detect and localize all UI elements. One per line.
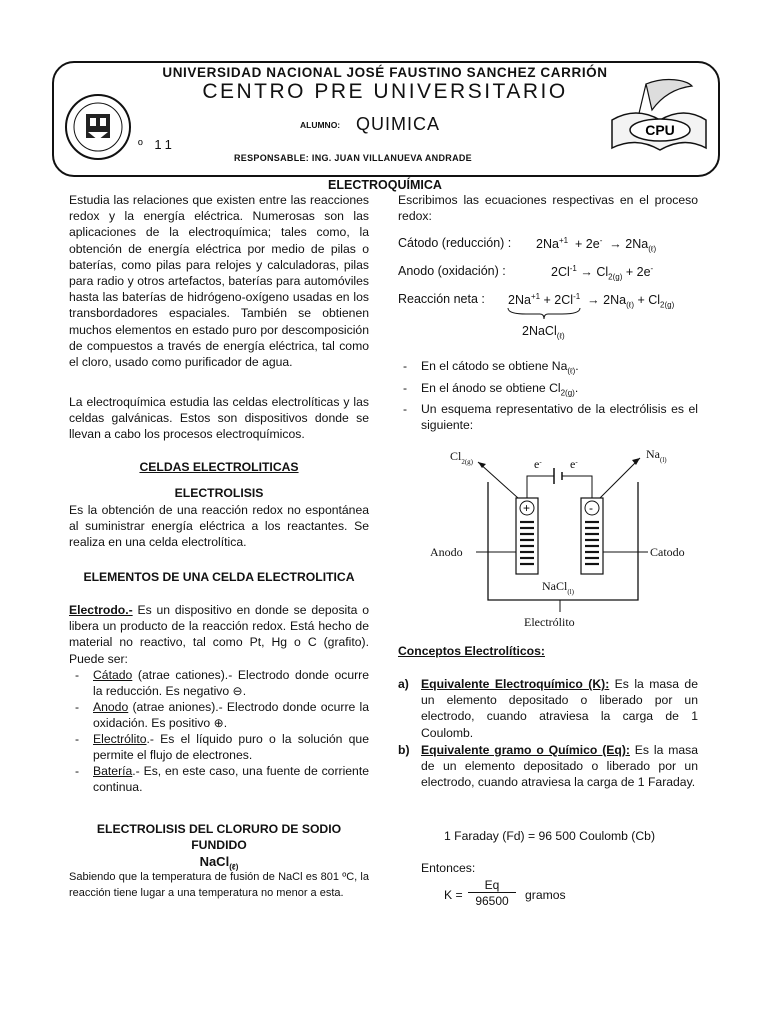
equations-intro: Escribimos las ecuaciones respectivas en el proceso redox: bbox=[398, 193, 698, 224]
anodo-diagram-label: Anodo bbox=[430, 545, 463, 559]
electrolito-label: Electrólito bbox=[524, 615, 575, 629]
list-item: - Electrólito.- Es el líquido puro o la solución que permite el flujo de electrones. bbox=[75, 732, 369, 763]
list-item-term: Cátado bbox=[93, 668, 133, 682]
nacl-diagram-label: NaCl$_{(l)}$ bbox=[542, 579, 574, 596]
cl2-arrow bbox=[478, 462, 518, 498]
nacl-product-formula: 2NaCl bbox=[522, 324, 557, 338]
intro-paragraph: Estudia las relaciones que existen entre las reacciones redox y la energía eléctrica. Numerosas son las aplicaciones de la electroquímica; tales como, la obtención de energía eléctrica por medio de pilas o baterías, como pilas para relojes y calculadoras, pilas para radio y otros artefactos, baterías para automóviles hasta las baterías de hidrógeno-oxígeno usadas en los transbordadores espaciales. También se obtienen muchos elementos en estado puro por descomposición de compuestos a través de energía eléctrica, tal como el cloro, usado como purificador de agua. bbox=[69, 193, 369, 370]
list-item-term: Anodo bbox=[93, 700, 129, 714]
page-title: ELECTROQUÍMICA bbox=[328, 178, 442, 192]
cpu-logo-text: CPU bbox=[645, 122, 675, 138]
heading-cloruro-sodio: ELECTROLISIS DEL CLORURO DE SODIO bbox=[96, 822, 342, 836]
cpu-book-logo bbox=[606, 76, 712, 158]
list-item-term: Electrólito bbox=[93, 732, 147, 746]
k-denominator: 96500 bbox=[468, 892, 516, 908]
neta-label: Reacción neta : bbox=[398, 292, 485, 306]
na-arrowhead bbox=[632, 458, 640, 465]
university-name: UNIVERSIDAD NACIONAL JOSÉ FAUSTINO SANCHEZ CARRIÓN bbox=[162, 65, 608, 80]
list-item-term: Batería bbox=[93, 764, 133, 778]
neta-equation: $2Na^{+1} + 2Cl^{-1} \to 2Na_{(\ell)} + Cl_{2(g)}$ bbox=[508, 292, 675, 310]
results-list bbox=[403, 358, 698, 434]
list-item-text: (atrae aniones).- Electrodo donde ocurre la oxidación. Es positivo ⊕. bbox=[93, 700, 369, 731]
heading-electrolisis: ELECTROLISIS bbox=[174, 486, 264, 500]
catodo-equation: $2Na^{+1} + 2e^- \to 2Na_{(\ell)}$ bbox=[536, 236, 657, 254]
responsable-line: RESPONSABLE: ING. JUAN VILLANUEVA ANDRADE bbox=[234, 153, 472, 163]
list-item: - Cátado (atrae cationes).- Electrodo donde ocurre la reducción. Es negativo ⊖. bbox=[75, 668, 369, 699]
k-fraction bbox=[468, 878, 516, 908]
concept-a-term: Equivalente Electroquímico (K): bbox=[421, 677, 610, 691]
nacl-state: (ℓ) bbox=[229, 862, 239, 872]
concept-a bbox=[398, 676, 698, 741]
plus-sign: + bbox=[523, 501, 531, 515]
concept-b-text: Es la masa de un elemento depositado o liberado por un electrodo, cuando atraviesa la carga de 1 Faraday. bbox=[421, 743, 698, 790]
minus-sign: - bbox=[589, 501, 593, 515]
cl2-arrowhead bbox=[478, 462, 486, 468]
list-item-text: .- Es, en este caso, una fuente de corriente continua. bbox=[93, 764, 369, 795]
list-item: - En el ánodo se obtiene $Cl_{2(g)}$. bbox=[403, 380, 579, 398]
cl2-label: $Cl_{2(g)}$ bbox=[450, 449, 474, 466]
na-label: $Na_{(l)}$ bbox=[646, 447, 667, 464]
heading-celdas-electroliticas: CELDAS ELECTROLITICAS bbox=[139, 460, 299, 474]
electron-label-2: e- bbox=[570, 457, 578, 471]
electrodo-text: Es un dispositivo en donde se deposita o libera un producto de la reacción redox. Está hecho de material no reactivo, tal como Pt, Hg o C (grafito). Puede ser: bbox=[69, 603, 369, 666]
entonces-label: Entonces: bbox=[421, 861, 476, 875]
electrodo-term: Electrodo.- bbox=[69, 603, 133, 617]
list-item-text: En el cátodo se obtiene Na bbox=[421, 359, 568, 373]
k-unit: gramos bbox=[525, 888, 566, 902]
electrolisis-paragraph: Es la obtención de una reacción redox no espontánea al suministrar energía eléctrica a los reactantes. Se realiza en una celda electrolítica. bbox=[69, 503, 369, 550]
heading-fundido: FUNDIDO bbox=[191, 838, 247, 852]
catodo-label: Cátodo (reducción) : bbox=[398, 236, 512, 250]
anodo-label: Anodo (oxidación) : bbox=[398, 264, 506, 278]
list-item-text: .- Es el líquido puro o la solución que permite el flujo de electrones. bbox=[93, 732, 369, 763]
centro-title: CENTRO PRE UNIVERSITARIO bbox=[202, 80, 568, 103]
list-item-text: Un esquema representativo de la electrólisis es el siguiente: bbox=[421, 402, 698, 433]
alumno-label: ALUMNO: bbox=[300, 120, 341, 130]
faraday-equation: 1 Faraday (Fd) = 96 500 Coulomb (Cb) bbox=[444, 829, 656, 843]
k-label: K = bbox=[444, 888, 463, 902]
nacl-formula: NaCl bbox=[199, 854, 230, 869]
concept-a-marker: a) bbox=[398, 677, 409, 691]
electrodo-paragraph bbox=[69, 602, 369, 667]
electrolysis-diagram bbox=[420, 440, 710, 640]
subject-title: QUIMICA bbox=[356, 114, 441, 134]
circuit-wire bbox=[527, 476, 592, 498]
anodo-equation: $2Cl^{-1} \to Cl_{2(g)} + 2e^-$ bbox=[551, 264, 654, 282]
list-item-text: En el ánodo se obtiene Cl bbox=[421, 380, 561, 395]
list-item: - Batería.- Es, en este caso, una fuente de corriente continua. bbox=[75, 764, 369, 795]
heading-conceptos: Conceptos Electrolíticos: bbox=[398, 644, 545, 658]
list-item: - Anodo (atrae aniones).- Electrodo donde ocurre la oxidación. Es positivo ⊕. bbox=[75, 700, 369, 731]
neta-brace bbox=[506, 306, 582, 320]
catodo-diagram-label: Catodo bbox=[650, 545, 685, 559]
heading-elementos-celda: ELEMENTOS DE UNA CELDA ELECTROLITICA bbox=[83, 570, 355, 584]
nacl-product: 2NaCl$_{(\ell)}$ bbox=[522, 324, 565, 341]
intro-paragraph-2: La electroquímica estudia las celdas electrolíticas y las celdas galvánicas. Estos son dispositivos donde se llevan a cabo los procesos electroquímicos. bbox=[69, 395, 369, 442]
list-item: - En el cátodo se obtiene $Na_{(\ell)}$. bbox=[403, 359, 579, 376]
concept-b-term: Equivalente gramo o Químico (Eq): bbox=[421, 743, 630, 757]
concept-b-marker: b) bbox=[398, 743, 410, 757]
concept-a-text: Es la masa de un elemento depositado o liberado por un electrodo, cuando atraviesa la carga de 1 Coulomb. bbox=[421, 677, 698, 740]
list-item: - Un esquema representativo de la electrólisis es el siguiente: bbox=[403, 402, 698, 433]
heading-nacl bbox=[69, 854, 369, 872]
list-item-text: (atrae cationes).- Electrodo donde ocurre la reducción. Es negativo ⊖. bbox=[93, 668, 369, 699]
electron-label-1: e- bbox=[534, 457, 542, 471]
fusion-paragraph: Sabiendo que la temperatura de fusión de NaCl es 801 ºC, la reacción tiene lugar a una temperatura no menor a esta. bbox=[69, 871, 369, 899]
document-code: º 11 bbox=[138, 137, 176, 152]
na-arrow bbox=[600, 458, 640, 498]
k-numerator: Eq bbox=[484, 878, 500, 892]
electrode-types-list bbox=[75, 667, 369, 795]
concept-b bbox=[398, 742, 698, 791]
